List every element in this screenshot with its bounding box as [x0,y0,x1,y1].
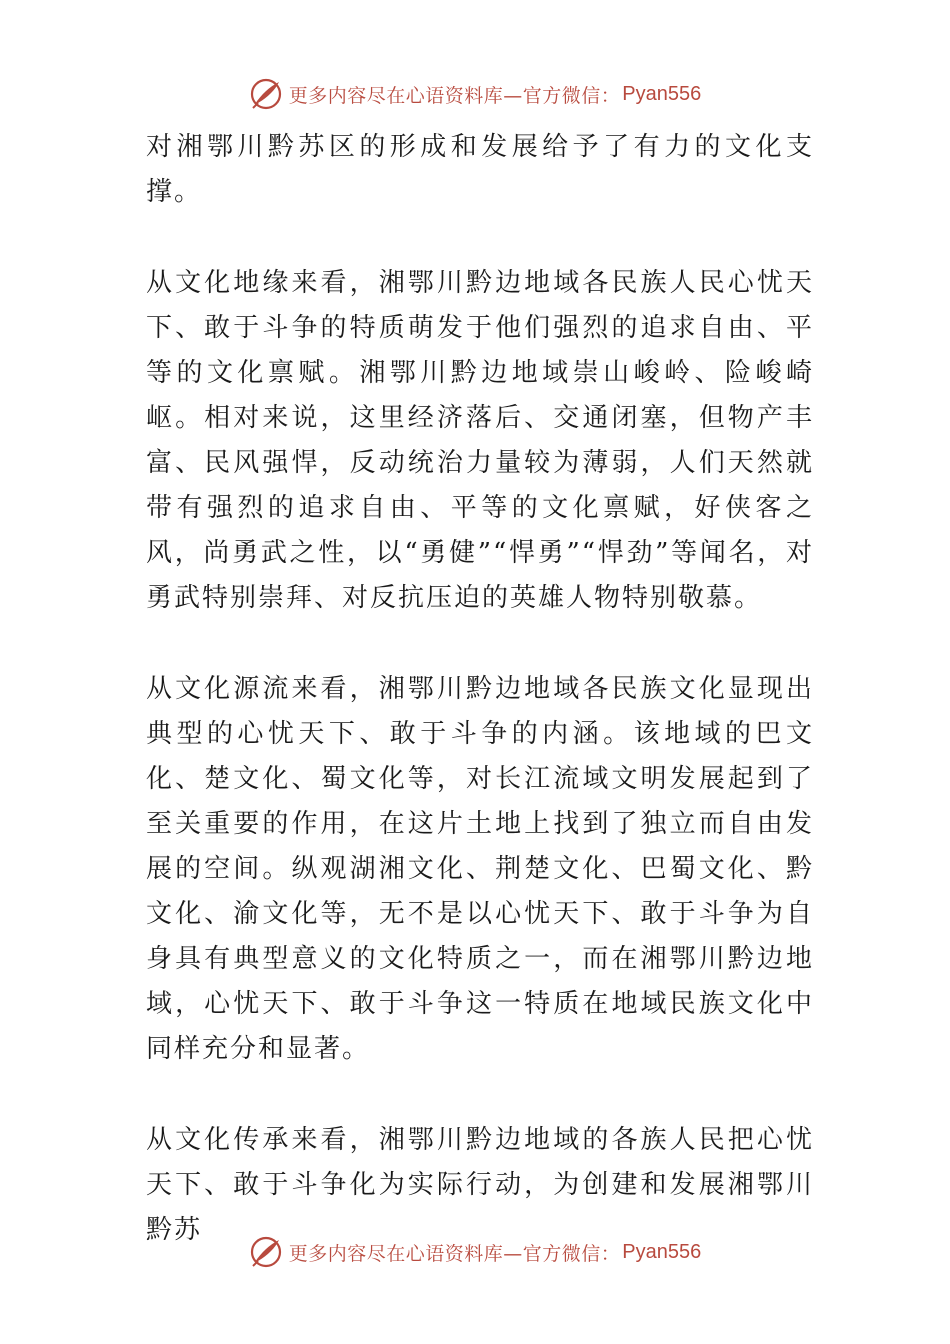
watermark-wechat-id: Pyan556 [622,1240,702,1263]
document-body [146,125,814,1299]
watermark-text: 更多内容尽在心语资料库—官方微信： [288,84,621,107]
paragraph-3: 从文化源流来看，湘鄂川黔边地域各民族文化显现出典型的心忧天下、敢于斗争的内涵。该地域的巴文化、楚文化、蜀文化等，对长江流域文明发展起到了至关重要的作用，在这片土地上找到了独立而自由发展的空间。纵观湖湘文化、荆楚文化、巴蜀文化、黔文化、渝文化等，无不是以心忧天下、敢于斗争为自身具有典型意义的文化特质之一，而在湘鄂川黔边地域，心忧天下、敢于斗争这一特质在地域民族文化中同样充分和显著。 [146,674,814,1064]
paragraph-2: 从文化地缘来看，湘鄂川黔边地域各民族人民心忧天下、敢于斗争的特质萌发于他们强烈的追求自由、平等的文化禀赋。湘鄂川黔边地域崇山峻岭、险峻崎岖。相对来说，这里经济落后、交通闭塞，但物产丰富、民风强悍，反动统治力量较为薄弱，人们天然就带有强烈的追求自由、平等的文化禀赋，好侠客之风，尚勇武之性，以“勇健”“悍勇”“悍劲”等闻名，对勇武特别崇拜、对反抗压迫的英雄人物特别敬慕。 [146,268,814,613]
paragraph-4: 从文化传承来看，湘鄂川黔边地域的各族人民把心忧天下、敢于斗争化为实际行动，为创建和发展湘鄂川黔苏 [146,1125,814,1245]
footer-watermark [0,1232,950,1272]
header-watermark [0,74,950,114]
quill-logo-icon [249,1235,283,1269]
watermark-wechat-id: Pyan556 [622,82,702,105]
quill-logo-icon [249,77,283,111]
watermark-text: 更多内容尽在心语资料库—官方微信： [288,1242,621,1265]
paragraph-1: 对湘鄂川黔苏区的形成和发展给予了有力的文化支撑。 [146,132,814,207]
